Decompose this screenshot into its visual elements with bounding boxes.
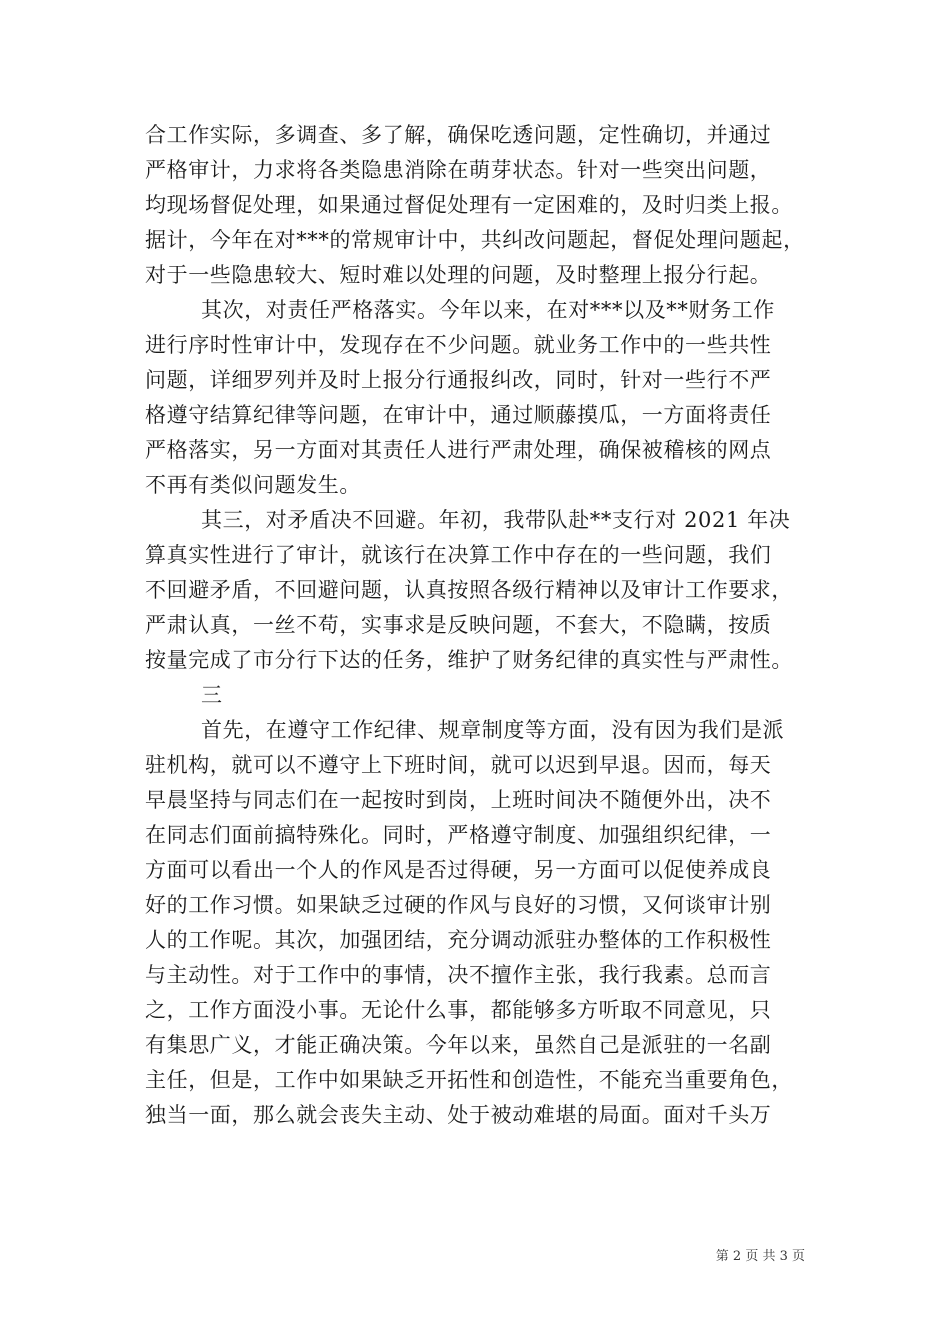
text-line: 按量完成了市分行下达的任务，维护了财务纪律的真实性与严肃性。 [145,648,793,672]
text-line: 好的工作习惯。如果缺乏过硬的作风与良好的习惯，又何谈审计别 [145,893,772,917]
text-line: 方面可以看出一个人的作风是否过得硬，另一方面可以促使养成良 [145,858,772,882]
text-line: 问题，详细罗列并及时上报分行通报纠改，同时，针对一些行不严 [145,368,772,392]
text-line: 进行序时性审计中，发现存在不少问题。就业务工作中的一些共性 [145,333,772,357]
text-line: 在同志们面前搞特殊化。同时，严格遵守制度、加强组织纪律，一 [145,823,772,847]
text-line: 对于一些隐患较大、短时难以处理的问题，及时整理上报分行起。 [145,263,772,287]
document-body [145,118,810,1133]
text-line: 早晨坚持与同志们在一起按时到岗，上班时间决不随便外出，决不 [145,788,772,812]
text-line: 主任，但是，工作中如果缺乏开拓性和创造性，不能充当重要角色， [145,1068,793,1092]
text-line: 驻机构，就可以不遵守上下班时间，就可以迟到早退。因而，每天 [145,753,772,777]
section-heading: 三 [201,683,223,707]
text-line: 不再有类似问题发生。 [145,473,361,497]
text-line: 有集思广义，才能正确决策。今年以来，虽然自己是派驻的一名副 [145,1033,772,1057]
text-line: 独当一面，那么就会丧失主动、处于被动难堪的局面。面对千头万 [145,1103,772,1127]
text-line: 据计，今年在对***的常规审计中，共纠改问题起，督促处理问题起， [145,228,805,252]
text-line: 合工作实际，多调查、多了解，确保吃透问题，定性确切，并通过 [145,123,772,147]
text-line: 算真实性进行了审计，就该行在决算工作中存在的一些问题，我们 [145,543,772,567]
page-number-footer: 第 2 页 共 3 页 [715,1249,805,1264]
text-line: 人的工作呢。其次，加强团结，充分调动派驻办整体的工作积极性 [145,928,772,952]
paragraph-start-line: 其次，对责任严格落实。今年以来，在对***以及**财务工作 [201,298,775,322]
text-line: 严肃认真，一丝不苟，实事求是反映问题，不套大，不隐瞒，按质 [145,613,772,637]
text-line: 均现场督促处理，如果通过督促处理有一定困难的，及时归类上报。 [145,193,793,217]
paragraph-start-line: 其三，对矛盾决不回避。年初，我带队赴**支行对 2021 年决 [201,508,791,532]
text-line: 与主动性。对于工作中的事情，决不擅作主张，我行我素。总而言 [145,963,772,987]
text-line: 不回避矛盾，不回避问题，认真按照各级行精神以及审计工作要求， [145,578,793,602]
text-line: 严格落实，另一方面对其责任人进行严肃处理，确保被稽核的网点 [145,438,772,462]
text-line: 之，工作方面没小事。无论什么事，都能够多方听取不同意见，只 [145,998,772,1022]
paragraph-start-line: 首先，在遵守工作纪律、规章制度等方面，没有因为我们是派 [201,718,785,742]
text-line: 格遵守结算纪律等问题，在审计中，通过顺藤摸瓜，一方面将责任 [145,403,772,427]
text-line: 严格审计，力求将各类隐患消除在萌芽状态。针对一些突出问题， [145,158,772,182]
